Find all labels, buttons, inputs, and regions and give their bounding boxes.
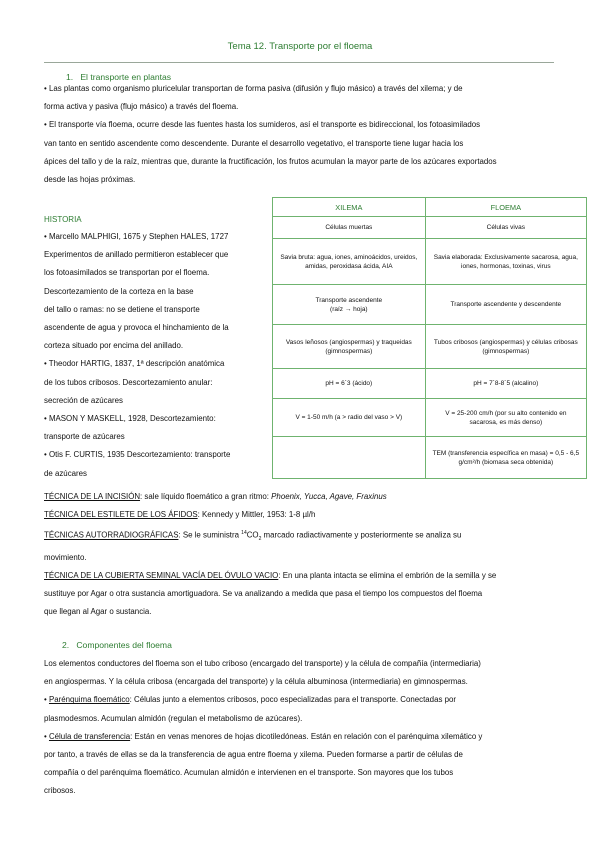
historia-line: • Theodor HARTIG, 1837, 1ª descripción anatómica <box>44 359 225 369</box>
floema-cell: Transporte ascendente y descendente <box>425 285 586 325</box>
page-title: Tema 12. Transporte por el floema <box>227 41 373 52</box>
xilema-cell: Transporte ascendente (raíz → hoja) <box>273 285 426 325</box>
tecnica-estilete: TÉCNICA DEL ESTILETE DE LOS ÁFIDOS: Kennedy y Mittler, 1953: 1-8 µl/h <box>44 510 316 520</box>
table-row <box>273 399 587 437</box>
xilema-cell <box>273 437 426 479</box>
text-line: compañía o del parénquima floemático. Acumulan almidón e intervienen en el transporte. Son mayores que los tubos <box>44 768 454 778</box>
tecnicas-block <box>44 488 584 622</box>
xilema-cell: pH = 6´3 (ácido) <box>273 369 426 399</box>
historia-line: secreción de azúcares <box>44 395 123 405</box>
table-row <box>273 285 587 325</box>
historia-line: • Marcello MALPHIGI, 1675 y Stephen HALES, 1727 <box>44 232 229 241</box>
text-line: van tanto en sentido ascendente como descendente. Durante el desarrollo vegetativo, el transporte tiene lugar hacia los <box>44 138 464 148</box>
historia-line: corteza situado por encima del anillado. <box>44 341 184 351</box>
text-line: en angiospermas. Y la célula cribosa (encargada del transporte) y la célula albuminosa (intermediaria) en gimnospermas. <box>44 677 468 687</box>
historia-line: de los tubos cribosos. Descortezamiento anular: <box>44 377 213 387</box>
historia-line: Experimentos de anillado permitieron establecer que <box>44 250 229 260</box>
section-1-body <box>44 80 564 189</box>
text-line: cribosos. <box>44 786 76 796</box>
floema-cell: TEM (transferencia específica en masa) = 0,5 - 6,5 g/cm²/h (biomasa seca obtenida) <box>425 437 586 479</box>
historia-line: los fotoasimilados se transportan por el floema. <box>44 268 210 278</box>
tecnica-autorradiografica: TÉCNICAS AUTORRADIOGRÁFICAS: Se le suministra $^{14}CO_2$ marcado radiactivamente y posteriormente se analiza su <box>44 530 462 543</box>
xilema-cell: V = 1-50 m/h (a > radio del vaso > V) <box>273 399 426 437</box>
historia-line: • Otis F. CURTIS, 1935 Descortezamiento: transporte <box>44 450 231 460</box>
historia-line: Descortezamiento de la corteza en la base <box>44 286 194 296</box>
text-line: desde las hojas próximas. <box>44 175 136 185</box>
parenquima-line2: plasmodesmos. Acumulan almidón (regulan el metabolismo de azúcares). <box>44 713 303 723</box>
tecnica-incision: TÉCNICA DE LA INCISIÓN: sale líquido floemático a gran ritmo: Phoenix, Yucca, Agave, Fraxinus <box>44 492 387 501</box>
historia-line: del tallo o ramas: no se detiene el transporte <box>44 304 200 314</box>
floema-cell: V = 25-200 cm/h (por su alto contenido en sacarosa, es más denso) <box>425 399 586 437</box>
historia-line: de azúcares <box>44 468 87 478</box>
floema-cell: pH = 7´8-8´5 (alcalino) <box>425 369 586 399</box>
celula-transferencia-paragraph: • Célula de transferencia: Están en venas menores de hojas dicotiledóneas. Están en relación con el parénquima xilemático y <box>44 731 483 741</box>
table-row <box>273 217 587 239</box>
table-row <box>273 437 587 479</box>
historia-line: • MASON Y MASKELL, 1928, Descortezamiento: <box>44 414 216 424</box>
table-row <box>273 369 587 399</box>
table-header-xilema: XILEMA <box>273 198 426 217</box>
historia-heading: HISTORIA <box>44 215 82 224</box>
table-row <box>273 239 587 285</box>
table-header-floema: FLOEMA <box>425 198 586 217</box>
text-line: • El transporte vía floema, ocurre desde las fuentes hasta los sumideros, así el transporte es bidireccional, los fotoasimilados <box>44 120 481 130</box>
tecnica-cubierta-line3: que llegan al Agar o sustancia. <box>44 607 152 617</box>
section-2-body <box>44 655 584 801</box>
table-row <box>273 325 587 369</box>
xilema-cell: Savia bruta: agua, iones, aminoácidos, ureidos, amidas, peroxidasa ácida, AIA <box>273 239 426 285</box>
text-line: ápices del tallo y de la raíz, mientras que, durante la fructificación, los frutos acumulan la mayor parte de los azúcares exportados <box>44 156 497 166</box>
tecnica-cubierta-line2: sustituye por Agar o otra sustancia amortiguadora. Se va analizando a medida que pasa el tiempo los compuestos del floema <box>44 589 483 599</box>
floema-cell: Células vivas <box>425 217 586 239</box>
section-2-heading: 2. Componentes del floema <box>62 640 172 650</box>
text-line: Los elementos conductores del floema son el tubo criboso (encargado del transporte) y la célula de compañía (intermediaria) <box>44 659 481 668</box>
parenquima-paragraph: • Parénquima floemático: Células junto a elementos cribosos, poco especializadas para el transporte. Conectadas por <box>44 695 457 705</box>
text-line: por tanto, a través de ellas se da la transferencia de agua entre floema y xilema. Pueden formarse a partir de células de <box>44 750 463 760</box>
xilema-cell: Células muertas <box>273 217 426 239</box>
historia-body <box>44 228 269 483</box>
title-divider <box>44 62 554 63</box>
text-line: forma activa y pasiva (flujo másico) a través del floema. <box>44 102 239 112</box>
xilema-cell: Vasos leñosos (angiospermas) y traqueidas (gimnospermas) <box>273 325 426 369</box>
floema-cell: Savia elaborada: Exclusivamente sacarosa, agua, iones, hormonas, toxinas, virus <box>425 239 586 285</box>
floema-cell: Tubos cribosos (angiospermas) y células cribosas (gimnospermas) <box>425 325 586 369</box>
tecnica-autorradiografica-line2: movimiento. <box>44 552 87 562</box>
text-line: • Las plantas como organismo pluricelular transportan de forma pasiva (difusión y flujo másico) a través del xilema; y de <box>44 84 463 93</box>
tecnica-cubierta-seminal: TÉCNICA DE LA CUBIERTA SEMINAL VACÍA DEL ÓVULO VACIO: En una planta intacta se elimina el embrión de la semilla y se <box>44 571 497 581</box>
section-1-heading: 1. El transporte en plantas <box>66 72 172 82</box>
historia-line: transporte de azúcares <box>44 432 125 442</box>
xilema-floema-table <box>272 197 587 479</box>
historia-line: ascendente de agua y provoca el hinchamiento de la <box>44 323 229 333</box>
